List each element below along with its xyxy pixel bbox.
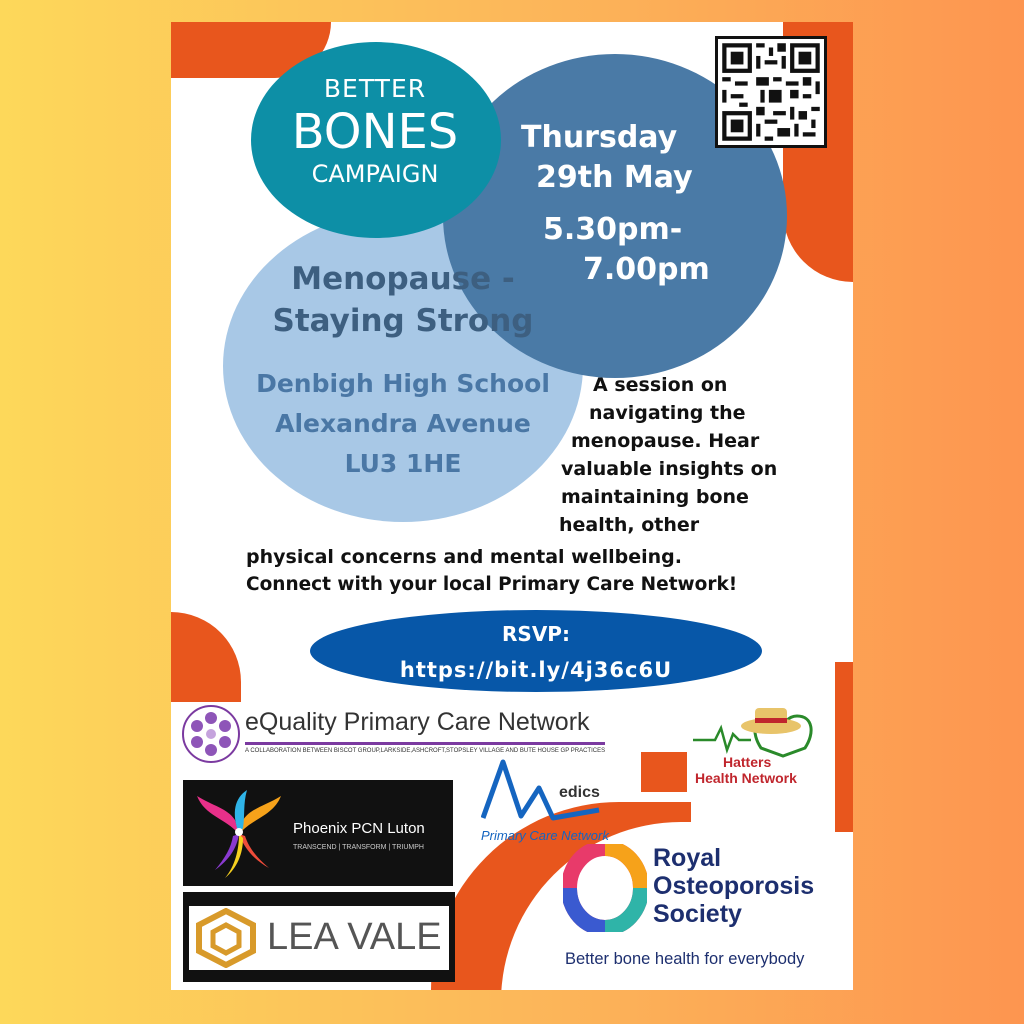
lea-vale-logo xyxy=(183,892,455,982)
event-headline xyxy=(223,258,583,342)
venue-line-1: Denbigh High School xyxy=(256,369,550,398)
ros-line-2: Osteoporosis xyxy=(653,872,815,900)
hatters-logo xyxy=(691,698,821,788)
headline-line-2: Staying Strong xyxy=(272,303,534,339)
lea-vale-hexagon-icon xyxy=(193,908,259,968)
equality-logo-icon xyxy=(181,704,241,764)
rsvp-label: RSVP: xyxy=(502,622,570,646)
description-line-5: maintaining bone xyxy=(561,486,749,508)
equality-name: eQuality Primary Care Network xyxy=(245,708,590,736)
ros-line-3: Society xyxy=(653,900,742,928)
description-line-4: valuable insights on xyxy=(561,458,778,480)
phoenix-logo xyxy=(183,780,453,886)
orange-decor-right-bar xyxy=(835,662,853,832)
heartbeat-hat-icon xyxy=(691,698,821,758)
equality-divider xyxy=(245,742,605,745)
phoenix-name: Phoenix PCN Luton xyxy=(293,820,425,837)
headline-line-1: Menopause - xyxy=(291,261,515,297)
medics-logo xyxy=(479,758,647,850)
description-line-3: menopause. Hear xyxy=(571,430,760,452)
venue-line-3: LU3 1HE xyxy=(344,449,462,478)
event-date: 29th May xyxy=(536,160,693,195)
orange-decor-left xyxy=(171,612,241,702)
equality-tagline: A COLLABORATION BETWEEN BISCOT GROUP,LARKSIDE,ASHCROFT,STOPSLEY VILLAGE AND BUTE HOUSE GP PRACTICES xyxy=(245,748,606,754)
event-poster xyxy=(171,22,853,990)
campaign-line-better: BETTER xyxy=(323,74,427,103)
phoenix-tagline: TRANSCEND | TRANSFORM | TRIUMPH xyxy=(293,844,424,851)
event-venue xyxy=(223,364,583,484)
venue-line-2: Alexandra Avenue xyxy=(275,409,531,438)
event-time-end: 7.00pm xyxy=(583,252,710,287)
medics-sub: Primary Care Network xyxy=(481,828,609,843)
description-line-1: A session on xyxy=(593,374,728,396)
hatters-line-2: Health Network xyxy=(695,770,797,786)
campaign-line-campaign: CAMPAIGN xyxy=(311,160,439,188)
description-line-7: physical concerns and mental wellbeing. xyxy=(246,546,682,568)
ros-line-1: Royal xyxy=(653,844,722,872)
hatters-line-1: Hatters xyxy=(723,754,772,770)
phoenix-bird-icon xyxy=(195,788,283,880)
description-line-6: health, other xyxy=(559,514,700,536)
event-day: Thursday xyxy=(521,120,678,155)
ros-logo xyxy=(557,840,849,986)
description-line-2: navigating the xyxy=(589,402,746,424)
lea-vale-name: LEA VALE xyxy=(267,916,442,958)
ros-ring-icon xyxy=(563,844,647,932)
orange-decor-mid-square xyxy=(641,752,687,792)
rsvp-link[interactable]: https://bit.ly/4j36c6U xyxy=(399,658,673,682)
ros-tagline: Better bone health for everybody xyxy=(565,950,805,968)
description-line-8: Connect with your local Primary Care Network! xyxy=(246,574,738,595)
campaign-line-bones: BONES xyxy=(291,104,459,160)
qr-code-icon[interactable] xyxy=(715,36,827,148)
event-time-start: 5.30pm- xyxy=(543,212,683,247)
medics-name: edics xyxy=(559,784,600,801)
